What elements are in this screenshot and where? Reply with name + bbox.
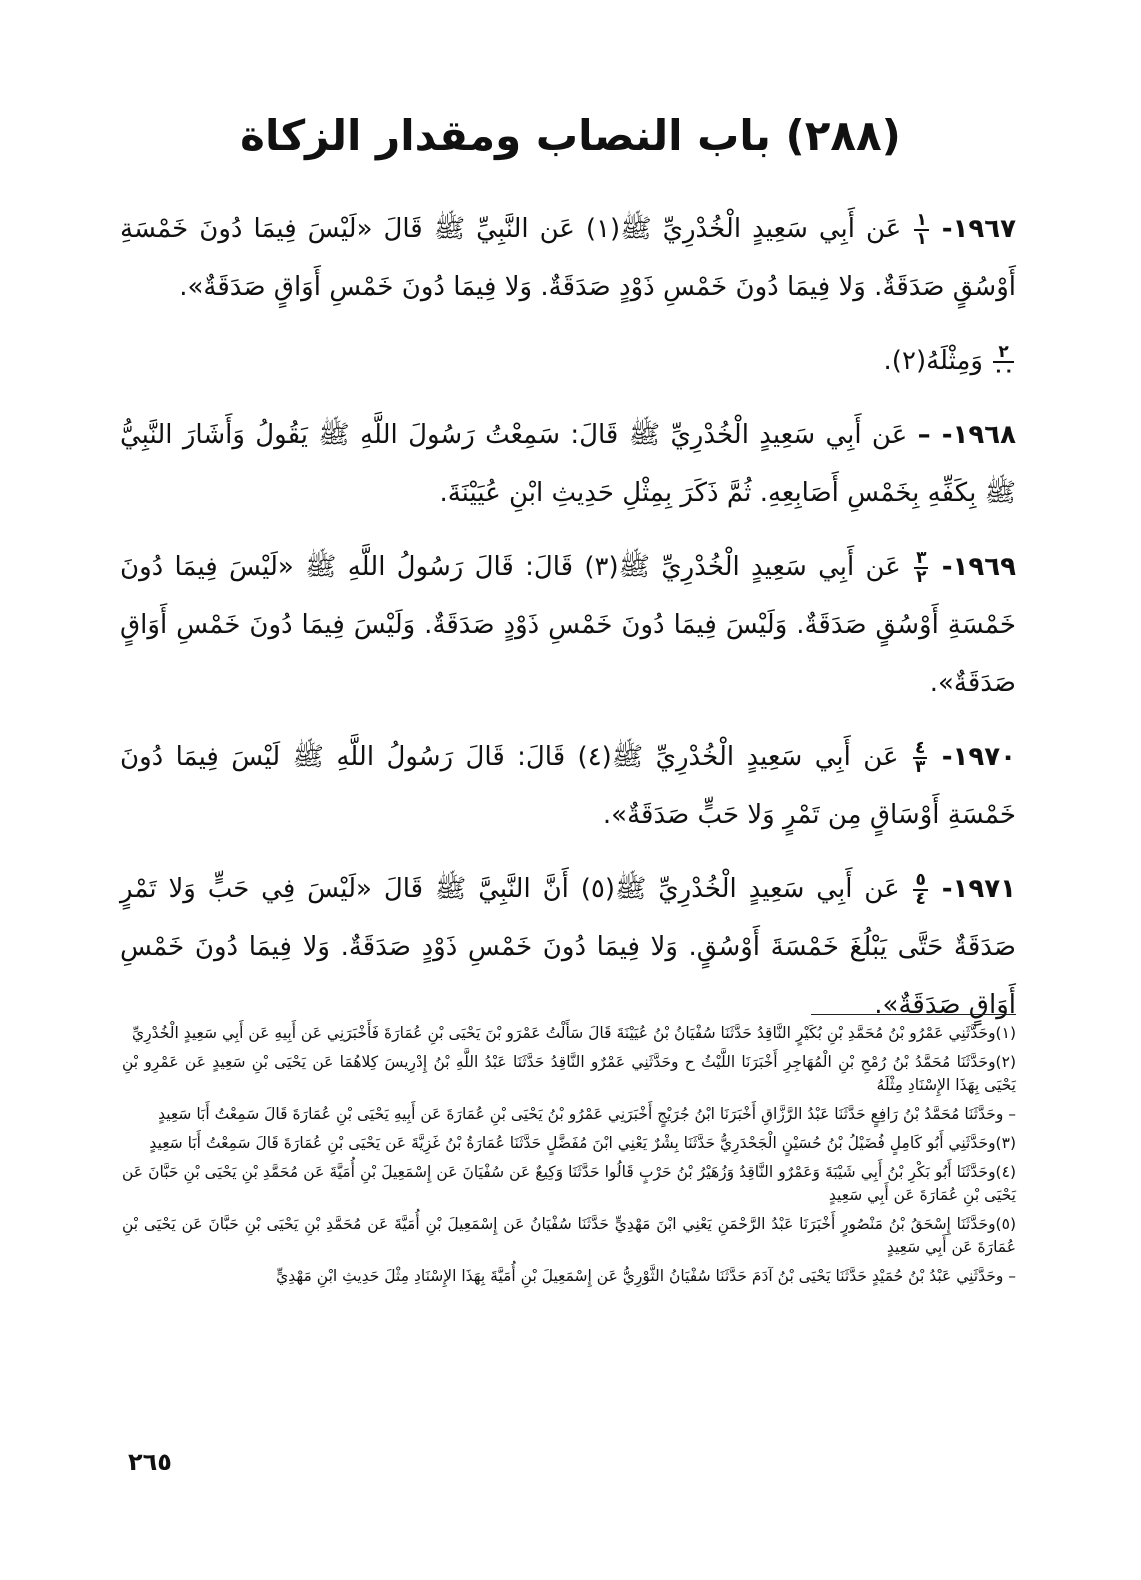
footnote-5b: – وحَدَّثَنِي عَبْدُ بْنُ حُمَيْدٍ حَدَّثَنَا يَحْيَى بْنُ آدَمَ حَدَّثَنَا سُفْيَانُ الثَّوْرِيُّ عَن إِسْمَعِيلَ بْنِ أُمَيَّةَ بِهَذَا الإِسْنَادِ مِثْلَ حَدِيثِ ابْنِ مَهْدِيٍّ <box>276 1267 1016 1285</box>
hadith-1968 <box>120 406 1016 522</box>
hadith-fraction: $\frac{١}{١}$ <box>916 209 927 249</box>
footnote-1: (١)وحَدَّثَنِي عَمْرُو بْنُ مُحَمَّدِ بْنِ بُكَيْرٍ النَّاقِدُ حَدَّثَنَا سُفْيَانُ بْنُ عُيَيْنَةَ قَالَ سَأَلْتُ عَمْرَو بْنَ يَحْيَى بْنِ عُمَارَةَ فَأَخْبَرَنِي عَن أَبِيهِ عَن أَبِي سَعِيدٍ الْخُدْرِيِّ <box>132 1024 1016 1042</box>
hadith-1971 <box>120 860 1016 1034</box>
hadith-fraction: $\frac{٥}{٤}$ <box>915 869 926 909</box>
hadith-text: عَن أَبِي سَعِيدٍ الْخُدْرِيِّ ﷺ(١) عَن النَّبِيِّ ﷺ قَالَ «لَيْسَ فِيمَا دُونَ خَمْسَةِ أَوْسُقٍ صَدَقَةٌ. وَلا فِيمَا دُونَ خَمْسِ ذَوْدٍ صَدَقَةٌ. وَلا فِيمَا دُونَ خَمْسِ أَوَاقٍ صَدَقَةٌ». <box>120 214 1016 302</box>
hadith-number: ١٩٦٩- <box>941 552 1017 582</box>
page-number: ٢٦٥ <box>128 1448 172 1476</box>
hadith-number: ١٩٧١- <box>941 874 1017 904</box>
hadith-1970 <box>120 728 1016 844</box>
footnote-5: (٥)وحَدَّثَنَا إِسْحَقُ بْنُ مَنْصُورٍ أَخْبَرَنَا عَبْدُ الرَّحْمَنِ يَعْنِي ابْنَ مَهْدِيٍّ حَدَّثَنَا سُفْيَانُ عَن إِسْمَعِيلَ بْنِ أُمَيَّةَ عَن مُحَمَّدِ بْنِ يَحْيَى بْنِ حَبَّانَ عَن يَحْيَى بْنِ عُمَارَةَ عَن أَبِي سَعِيدٍ <box>122 1215 1016 1256</box>
hadith-number: ١٩٦٨- – <box>917 420 1017 450</box>
hadith-body <box>120 200 1016 1050</box>
hadith-fraction: $\frac{٤}{٣}$ <box>914 737 926 777</box>
footnote-2: (٢)وحَدَّثَنَا مُحَمَّدُ بْنُ رُمْحِ بْنِ الْمُهَاجِرِ أَخْبَرَنَا اللَّيْثُ ح وحَدَّثَنِي عَمْرٌو النَّاقِدُ حَدَّثَنَا عَبْدُ اللَّهِ بْنُ إِدْرِيسَ كِلاهُمَا عَن يَحْيَى بْنِ سَعِيدٍ عَن عَمْرِو بْنِ يَحْيَى بِهَذَا الإِسْنَادِ مِثْلَهُ <box>122 1053 1016 1094</box>
hadith-1967 <box>120 200 1016 316</box>
hadith-number: ١٩٦٧- <box>941 214 1016 244</box>
chapter-title: (٢٨٨) باب النصاب ومقدار الزكاة <box>240 111 901 160</box>
footnote-4: (٤)وحَدَّثَنَا أَبُو بَكْرِ بْنُ أَبِي شَيْبَةَ وَعَمْرٌو النَّاقِدُ وَزُهَيْرُ بْنُ حَرْبٍ قَالُوا حَدَّثَنَا وَكِيعٌ عَن سُفْيَانَ عَن إِسْمَعِيلَ بْنِ أُمَيَّةَ عَن مُحَمَّدِ بْنِ يَحْيَى بْنِ حَبَّانَ عَن يَحْيَى بْنِ عُمَارَةَ عَن أَبِي سَعِيدٍ <box>122 1163 1016 1204</box>
footnote-separator <box>811 1014 1016 1015</box>
hadith-text: عَن أَبِي سَعِيدٍ الْخُدْرِيِّ ﷺ(٤) قَالَ: قَالَ رَسُولُ اللَّهِ ﷺ لَيْسَ فِيمَا دُونَ خَمْسَةِ أَوْسَاقٍ مِن تَمْرٍ وَلا حَبٍّ صَدَقَةٌ». <box>120 742 1016 830</box>
hadith-text: عَن أَبِي سَعِيدٍ الْخُدْرِيِّ ﷺ(٥) أَنَّ النَّبِيَّ ﷺ قَالَ «لَيْسَ فِي حَبٍّ وَلا تَمْرٍ صَدَقَةٌ حَتَّى يَبْلُغَ خَمْسَةَ أَوْسُقٍ. وَلا فِيمَا دُونَ خَمْسِ ذَوْدٍ صَدَقَةٌ. وَلا فِيمَا دُونَ خَمْسِ أَوَاقٍ صَدَقَةٌ». <box>120 874 1016 1020</box>
hadith-fraction: $\frac{٢}{٠٠}$ <box>993 341 1014 381</box>
hadith-number: ١٩٧٠- <box>941 742 1017 772</box>
hadith-1969 <box>120 538 1016 712</box>
hadith-1967-variant <box>120 332 1016 390</box>
footnotes <box>122 1022 1016 1294</box>
hadith-fraction: $\frac{٣}{٢}$ <box>916 547 927 587</box>
hadith-text: عَن أَبِي سَعِيدٍ الْخُدْرِيِّ ﷺ قَالَ: سَمِعْتُ رَسُولَ اللَّهِ ﷺ يَقُولُ وَأَشَارَ النَّبِيُّ ﷺ بِكَفِّهِ بِخَمْسِ أَصَابِعِهِ. ثُمَّ ذَكَرَ بِمِثْلِ حَدِيثِ ابْنِ عُيَيْنَةَ. <box>120 420 1016 508</box>
hadith-text: وَمِثْلَهُ(٢). <box>883 346 983 376</box>
footnote-3: (٣)وحَدَّثَنِي أَبُو كَامِلٍ فُضَيْلُ بْنُ حُسَيْنٍ الْجَحْدَرِيُّ حَدَّثَنَا بِشْرٌ يَعْنِي ابْنَ مُفَضَّلٍ حَدَّثَنَا عُمَارَةُ بْنُ غَزِيَّةَ عَن يَحْيَى بْنِ عُمَارَةَ قَالَ سَمِعْتُ أَبَا سَعِيدٍ <box>149 1134 1016 1152</box>
hadith-text: عَن أَبِي سَعِيدٍ الْخُدْرِيِّ ﷺ(٣) قَالَ: قَالَ رَسُولُ اللَّهِ ﷺ «لَيْسَ فِيمَا دُونَ خَمْسَةِ أَوْسُقٍ صَدَقَةٌ. وَلَيْسَ فِيمَا دُونَ خَمْسِ ذَوْدٍ صَدَقَةٌ. وَلَيْسَ فِيمَا دُونَ خَمْسِ أَوَاقٍ صَدَقَةٌ». <box>120 552 1016 698</box>
footnote-2b: – وحَدَّثَنَا مُحَمَّدُ بْنُ رَافِعٍ حَدَّثَنَا عَبْدُ الرَّزَّاقِ أَخْبَرَنَا ابْنُ جُرَيْجٍ أَخْبَرَنِي عَمْرُو بْنُ يَحْيَى بْنِ عُمَارَةَ عَن أَبِيهِ يَحْيَى بْنِ عُمَارَةَ قَالَ سَمِعْتُ أَبَا سَعِيدٍ <box>158 1105 1016 1123</box>
